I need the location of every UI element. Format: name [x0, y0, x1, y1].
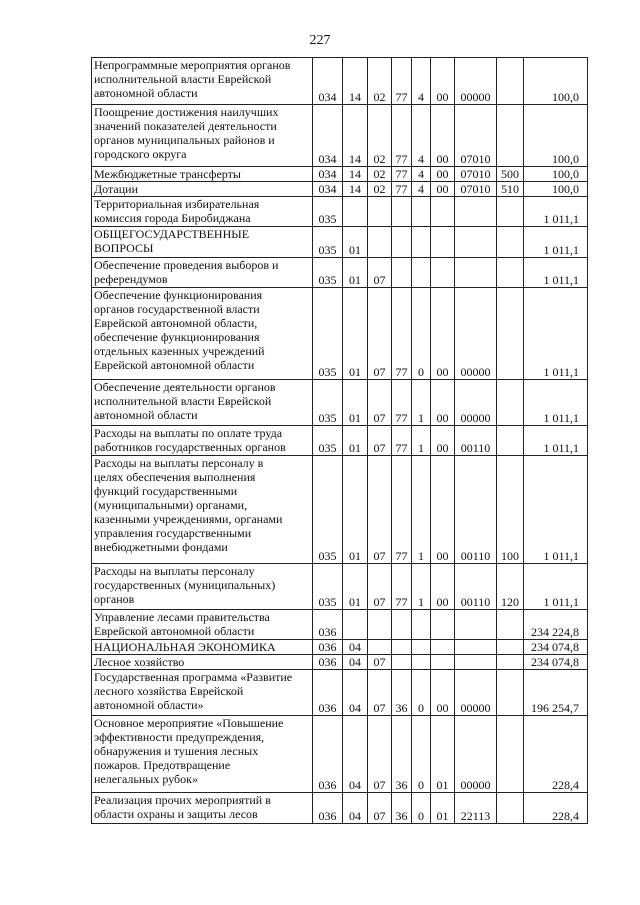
cell-cs4: 00110 [455, 564, 497, 610]
cell-pr: 02 [368, 182, 392, 197]
row-name: Расходы на выплаты персоналу в целях обеспечения выполнения функций государственными (муниципальными) органами, казенными учреждениями, органами управления государственными внебюджетными фондами [92, 456, 313, 564]
cell-cs1: 36 [392, 793, 412, 824]
cell-cs3: 00 [431, 105, 455, 167]
table-row [92, 456, 588, 564]
cell-gr: 036 [313, 716, 343, 793]
cell-sum: 1 011,1 [524, 564, 588, 610]
cell-cs3: 00 [431, 426, 455, 456]
cell-sum: 100,0 [524, 167, 588, 182]
cell-cs1 [392, 197, 412, 227]
cell-cs4: 07010 [455, 105, 497, 167]
table-row [92, 58, 588, 105]
cell-rz: 01 [343, 258, 368, 288]
cell-cs4: 00000 [455, 380, 497, 426]
cell-cs3: 00 [431, 58, 455, 105]
cell-gr: 035 [313, 288, 343, 380]
cell-sum: 234 074,8 [524, 640, 588, 655]
cell-pr: 02 [368, 58, 392, 105]
cell-cs2: 4 [412, 58, 431, 105]
cell-vr: 100 [497, 456, 524, 564]
cell-cs4 [455, 655, 497, 670]
table-row [92, 793, 588, 824]
cell-gr: 036 [313, 610, 343, 640]
cell-pr: 02 [368, 167, 392, 182]
cell-vr [497, 426, 524, 456]
cell-cs1: 77 [392, 380, 412, 426]
cell-sum: 100,0 [524, 58, 588, 105]
cell-cs2: 4 [412, 182, 431, 197]
cell-vr [497, 793, 524, 824]
cell-gr: 035 [313, 426, 343, 456]
cell-vr [497, 670, 524, 716]
cell-cs2: 0 [412, 288, 431, 380]
row-name: Обеспечение проведения выборов и референдумов [92, 258, 313, 288]
row-name: Расходы на выплаты по оплате труда работников государственных органов [92, 426, 313, 456]
cell-sum: 234 224,8 [524, 610, 588, 640]
cell-vr [497, 610, 524, 640]
cell-cs2: 4 [412, 167, 431, 182]
cell-gr: 035 [313, 564, 343, 610]
cell-cs2: 1 [412, 456, 431, 564]
cell-pr [368, 640, 392, 655]
cell-vr [497, 288, 524, 380]
cell-cs4: 00110 [455, 426, 497, 456]
cell-cs2: 0 [412, 716, 431, 793]
cell-cs2: 1 [412, 426, 431, 456]
cell-cs2: 1 [412, 380, 431, 426]
cell-cs4: 00000 [455, 58, 497, 105]
cell-cs4 [455, 197, 497, 227]
cell-rz: 04 [343, 655, 368, 670]
cell-gr: 035 [313, 380, 343, 426]
cell-rz: 14 [343, 105, 368, 167]
cell-sum: 100,0 [524, 182, 588, 197]
cell-cs3 [431, 258, 455, 288]
cell-gr: 036 [313, 655, 343, 670]
cell-pr [368, 610, 392, 640]
cell-sum: 1 011,1 [524, 227, 588, 258]
cell-cs1: 36 [392, 716, 412, 793]
cell-rz [343, 197, 368, 227]
cell-rz: 14 [343, 167, 368, 182]
page-number: 227 [309, 33, 331, 48]
cell-sum: 234 074,8 [524, 655, 588, 670]
cell-cs3 [431, 640, 455, 655]
cell-cs4: 00110 [455, 456, 497, 564]
cell-cs3: 00 [431, 670, 455, 716]
cell-pr: 07 [368, 564, 392, 610]
table-row [92, 167, 588, 182]
table-row [92, 182, 588, 197]
table-row [92, 670, 588, 716]
cell-gr: 035 [313, 258, 343, 288]
cell-cs4: 00000 [455, 716, 497, 793]
cell-vr [497, 640, 524, 655]
table-body [92, 58, 588, 824]
cell-rz: 14 [343, 182, 368, 197]
cell-cs2 [412, 640, 431, 655]
cell-pr [368, 197, 392, 227]
cell-sum: 228,4 [524, 716, 588, 793]
cell-cs1: 77 [392, 58, 412, 105]
cell-gr: 035 [313, 227, 343, 258]
cell-pr: 07 [368, 716, 392, 793]
cell-cs1 [392, 258, 412, 288]
cell-gr: 034 [313, 58, 343, 105]
cell-vr [497, 58, 524, 105]
cell-cs4: 07010 [455, 182, 497, 197]
cell-cs3: 00 [431, 380, 455, 426]
table-row [92, 227, 588, 258]
cell-rz: 04 [343, 716, 368, 793]
cell-cs3 [431, 610, 455, 640]
cell-cs3 [431, 655, 455, 670]
cell-cs3 [431, 227, 455, 258]
cell-pr: 07 [368, 456, 392, 564]
row-name: Государственная программа «Развитие лесного хозяйства Еврейской автономной области» [92, 670, 313, 716]
cell-cs3: 01 [431, 716, 455, 793]
cell-rz: 01 [343, 227, 368, 258]
cell-pr: 02 [368, 105, 392, 167]
cell-cs1: 77 [392, 167, 412, 182]
cell-cs2: 1 [412, 564, 431, 610]
cell-vr [497, 655, 524, 670]
row-name: Поощрение достижения наилучших значений показателей деятельности органов муниципальных районов и городского округа [92, 105, 313, 167]
cell-gr: 034 [313, 167, 343, 182]
table-row [92, 288, 588, 380]
cell-cs1 [392, 655, 412, 670]
row-name: Непрограммные мероприятия органов исполнительной власти Еврейской автономной области [92, 58, 313, 105]
cell-cs3: 00 [431, 182, 455, 197]
cell-cs2 [412, 258, 431, 288]
cell-sum: 1 011,1 [524, 456, 588, 564]
row-name: Территориальная избирательная комиссия города Биробиджана [92, 197, 313, 227]
cell-cs2 [412, 197, 431, 227]
cell-gr: 035 [313, 456, 343, 564]
cell-pr: 07 [368, 670, 392, 716]
cell-vr: 500 [497, 167, 524, 182]
table-row [92, 197, 588, 227]
row-name: ОБЩЕГОСУДАРСТВЕННЫЕ ВОПРОСЫ [92, 227, 313, 258]
cell-rz: 01 [343, 288, 368, 380]
cell-cs4 [455, 258, 497, 288]
table-row [92, 564, 588, 610]
cell-gr: 036 [313, 793, 343, 824]
cell-cs1: 36 [392, 670, 412, 716]
cell-sum: 1 011,1 [524, 288, 588, 380]
cell-gr: 036 [313, 670, 343, 716]
cell-cs3: 01 [431, 793, 455, 824]
cell-cs2: 0 [412, 670, 431, 716]
cell-vr [497, 197, 524, 227]
cell-cs1: 77 [392, 288, 412, 380]
cell-cs4: 00000 [455, 670, 497, 716]
cell-vr [497, 258, 524, 288]
cell-sum: 100,0 [524, 105, 588, 167]
cell-vr [497, 716, 524, 793]
cell-cs4 [455, 610, 497, 640]
row-name: НАЦИОНАЛЬНАЯ ЭКОНОМИКА [92, 640, 313, 655]
cell-cs2: 4 [412, 105, 431, 167]
row-name: Расходы на выплаты персоналу государственных (муниципальных) органов [92, 564, 313, 610]
cell-rz: 01 [343, 564, 368, 610]
cell-pr: 07 [368, 426, 392, 456]
cell-rz: 01 [343, 380, 368, 426]
cell-cs2 [412, 655, 431, 670]
table-row [92, 426, 588, 456]
cell-cs4 [455, 640, 497, 655]
cell-sum: 196 254,7 [524, 670, 588, 716]
cell-rz: 01 [343, 426, 368, 456]
cell-cs1: 77 [392, 426, 412, 456]
cell-rz: 01 [343, 456, 368, 564]
cell-rz: 04 [343, 640, 368, 655]
cell-vr: 510 [497, 182, 524, 197]
row-name: Обеспечение функционирования органов государственной власти Еврейской автономной области, обеспечение функционирования отдельных казенных учреждений Еврейской автономной области [92, 288, 313, 380]
cell-gr: 034 [313, 182, 343, 197]
cell-vr [497, 227, 524, 258]
cell-gr: 036 [313, 640, 343, 655]
cell-cs4: 22113 [455, 793, 497, 824]
cell-cs1 [392, 640, 412, 655]
cell-gr: 035 [313, 197, 343, 227]
cell-sum: 1 011,1 [524, 258, 588, 288]
cell-vr [497, 105, 524, 167]
cell-cs3: 00 [431, 456, 455, 564]
table-row [92, 716, 588, 793]
table-row [92, 105, 588, 167]
cell-rz: 04 [343, 670, 368, 716]
table-row [92, 655, 588, 670]
table-row [92, 258, 588, 288]
cell-cs1: 77 [392, 456, 412, 564]
cell-vr [497, 380, 524, 426]
cell-pr: 07 [368, 380, 392, 426]
cell-sum: 228,4 [524, 793, 588, 824]
cell-cs1 [392, 610, 412, 640]
cell-rz [343, 610, 368, 640]
cell-cs3: 00 [431, 564, 455, 610]
row-name: Основное мероприятие «Повышение эффективности предупреждения, обнаружения и тушения лесных пожаров. Предотвращение нелегальных рубок» [92, 716, 313, 793]
cell-sum: 1 011,1 [524, 197, 588, 227]
cell-cs2: 0 [412, 793, 431, 824]
cell-cs3: 00 [431, 167, 455, 182]
table-row [92, 380, 588, 426]
cell-pr [368, 227, 392, 258]
cell-vr: 120 [497, 564, 524, 610]
cell-pr: 07 [368, 258, 392, 288]
cell-cs1: 77 [392, 182, 412, 197]
cell-cs2 [412, 227, 431, 258]
cell-cs1 [392, 227, 412, 258]
row-name: Межбюджетные трансферты [92, 167, 313, 182]
cell-pr: 07 [368, 655, 392, 670]
cell-pr: 07 [368, 793, 392, 824]
cell-pr: 07 [368, 288, 392, 380]
table-row [92, 610, 588, 640]
cell-cs4: 07010 [455, 167, 497, 182]
cell-cs3: 00 [431, 288, 455, 380]
row-name: Дотации [92, 182, 313, 197]
cell-rz: 04 [343, 793, 368, 824]
cell-cs4: 00000 [455, 288, 497, 380]
cell-cs2 [412, 610, 431, 640]
cell-sum: 1 011,1 [524, 380, 588, 426]
cell-cs4 [455, 227, 497, 258]
row-name: Лесное хозяйство [92, 655, 313, 670]
row-name: Управление лесами правительства Еврейской автономной области [92, 610, 313, 640]
cell-cs3 [431, 197, 455, 227]
cell-rz: 14 [343, 58, 368, 105]
row-name: Реализация прочих мероприятий в области охраны и защиты лесов [92, 793, 313, 824]
table-row [92, 640, 588, 655]
cell-cs1: 77 [392, 105, 412, 167]
cell-gr: 034 [313, 105, 343, 167]
cell-cs1: 77 [392, 564, 412, 610]
budget-table [91, 57, 588, 824]
cell-sum: 1 011,1 [524, 426, 588, 456]
row-name: Обеспечение деятельности органов исполнительной власти Еврейской автономной области [92, 380, 313, 426]
